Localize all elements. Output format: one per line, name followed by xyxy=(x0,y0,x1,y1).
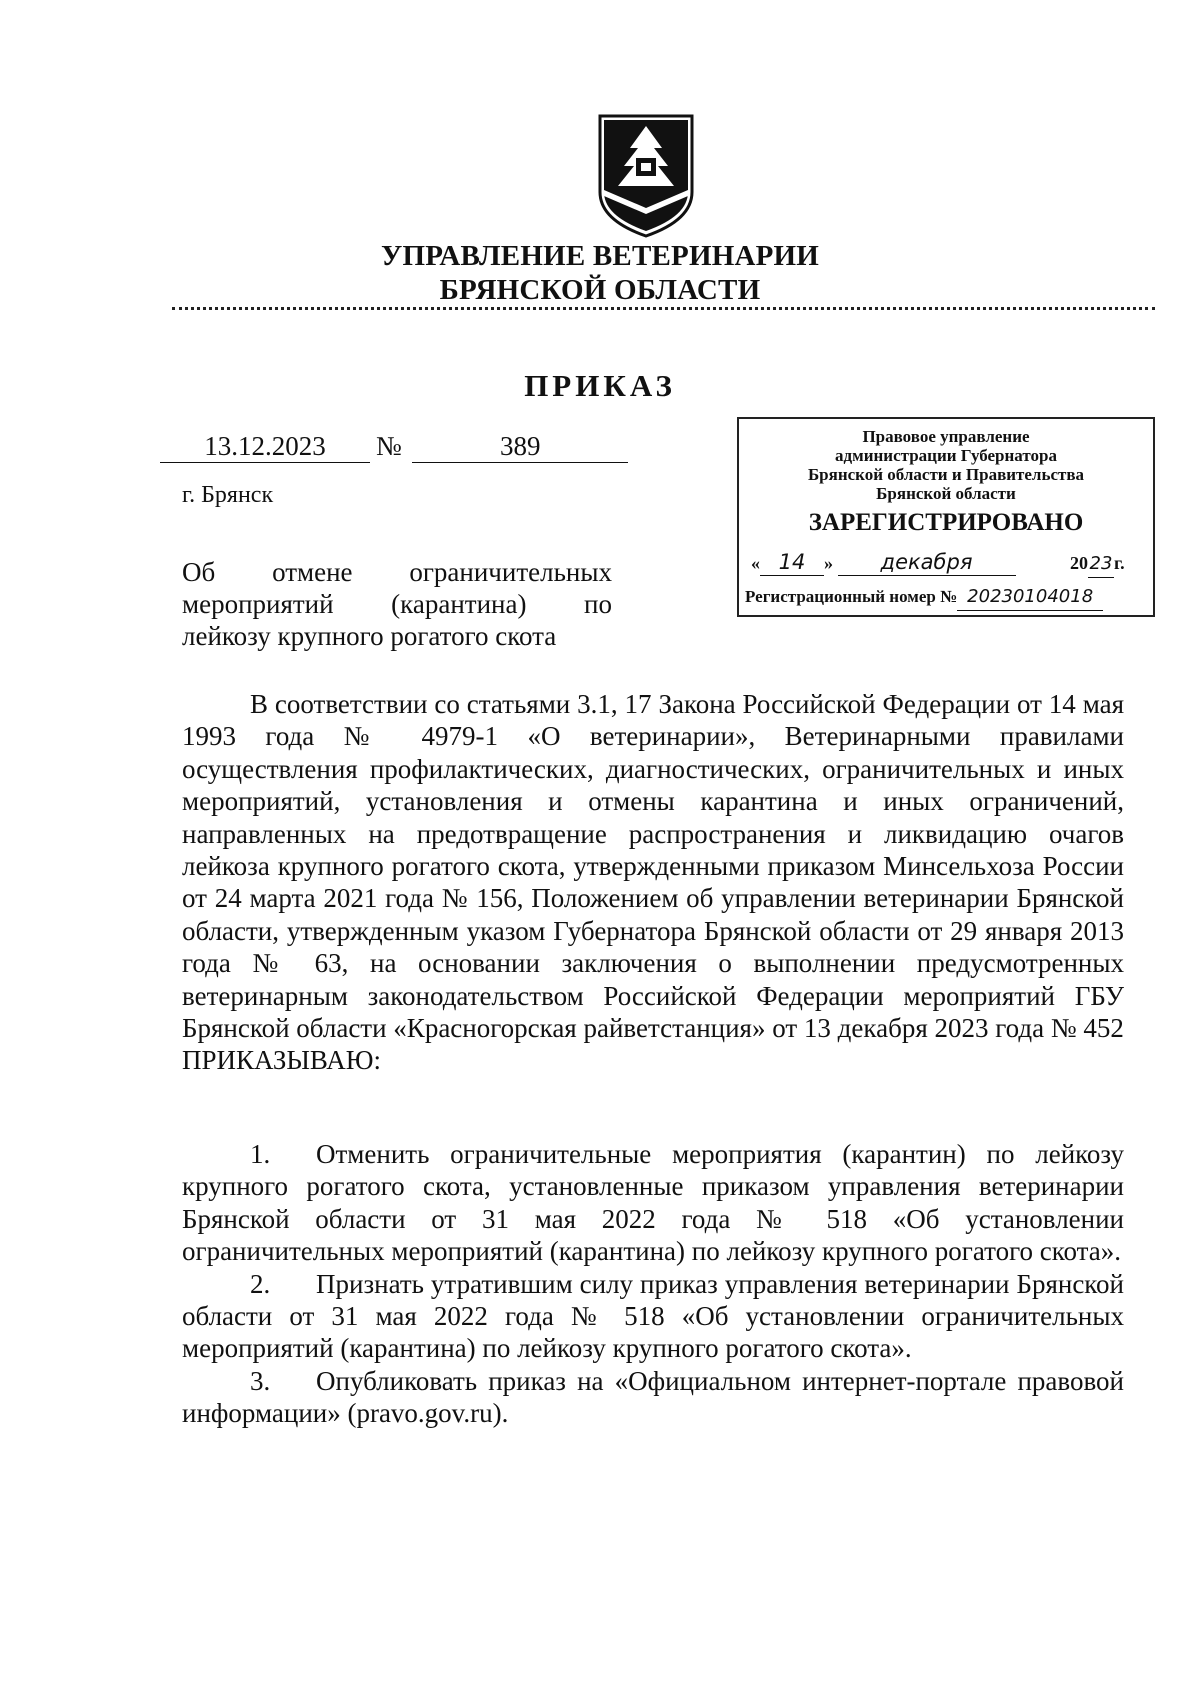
stamp-reg-number: 20230104018 xyxy=(957,584,1103,611)
stamp-date: « 14 » декабря 2023г. xyxy=(751,549,1147,578)
stamp-line: Брянской области xyxy=(876,484,1016,503)
document-city: г. Брянск xyxy=(182,482,274,508)
document-number: 389 xyxy=(500,431,541,461)
stamp-line: администрации Губернатора xyxy=(835,446,1057,465)
stamp-month: декабря xyxy=(838,549,1016,576)
stamp-year-unit: г. xyxy=(1114,553,1125,573)
number-sign: № xyxy=(376,431,402,461)
organization-name-line1: УПРАВЛЕНИЕ ВЕТЕРИНАРИИ xyxy=(380,240,820,272)
stamp-registered-label: ЗАРЕГИСТРИРОВАНО xyxy=(808,509,1084,536)
document-date: 13.12.2023 xyxy=(160,430,370,463)
stamp-registration-number xyxy=(745,584,1149,611)
order-item-number: 2. xyxy=(250,1268,271,1299)
stamp-reg-label: Регистрационный номер № xyxy=(745,587,958,606)
stamp-year-suffix: 23 xyxy=(1088,551,1114,578)
document-subject xyxy=(182,556,612,652)
order-word: ПРИКАЗЫВАЮ: xyxy=(182,1045,381,1076)
stamp-day: 14 xyxy=(760,549,824,576)
subject-line: лейкозу крупного рогатого скота xyxy=(182,621,557,651)
document-number-field xyxy=(412,430,628,463)
order-item xyxy=(182,1365,1124,1430)
order-item-text: Опубликовать приказ на «Официальном интернет-портале правовой информации» (pravo.gov.ru). xyxy=(182,1365,1124,1429)
header-dotted-divider xyxy=(172,307,1155,310)
document-body xyxy=(182,688,1124,1077)
document-title: ПРИКАЗ xyxy=(524,368,676,403)
order-item-number: 1. xyxy=(250,1139,271,1169)
preamble-paragraph: В соответствии со статьями 3.1, 17 Закона Российской Федерации от 14 мая 1993 года № 4979-1 «О ветеринарии», Ветеринарными правилами осуществления профилактических, диагностических, ограничительных и иных мероприятий, установления и отмены карантина и иных ограничений, направленных на предотвращение распространения и ликвидацию очагов лейкоза крупного рогатого скота, утвержденными приказом Минсельхоза России от 24 марта 2021 года № 156, Положением об управлении ветеринарии Брянской области, утвержденным указом Губернатора Брянской области от 29 января 2013 года № 63, на основании заключения о выполнении предусмотренных ветеринарным законодательством Российской Федерации мероприятий ГБУ Брянской области «Красногорская райветстанция» от 13 декабря 2023 года № 452 xyxy=(182,689,1124,1044)
order-item xyxy=(182,1138,1124,1268)
stamp-line: Правовое управление xyxy=(862,427,1030,446)
organization-name-line2: БРЯНСКОЙ ОБЛАСТИ xyxy=(439,274,761,306)
subject-line: мероприятий (карантина) по xyxy=(182,589,612,619)
registration-stamp xyxy=(737,417,1155,617)
subject-line: Об отмене ограничительных xyxy=(182,557,612,587)
order-item-text: Признать утратившим силу приказ управления ветеринарии Брянской области от 31 мая 2022 года № 518 «Об установлении ограничительных мероприятий (карантина) по лейкозу крупного рогатого скота». xyxy=(182,1268,1124,1364)
coat-of-arms-emblem xyxy=(596,112,696,240)
stamp-line: Брянской области и Правительства xyxy=(807,465,1085,484)
stamp-year-prefix: 20 xyxy=(1070,553,1088,573)
order-items xyxy=(182,1138,1124,1430)
order-item xyxy=(182,1268,1124,1365)
order-item-text: Отменить ограничительные мероприятия (карантин) по лейкозу крупного рогатого скота, установленные приказом управления ветеринарии Брянской области от 31 мая 2022 года № 518 «Об установлении ограничительных мероприятий (карантина) по лейкозу крупного рогатого скота». xyxy=(182,1139,1124,1267)
order-item-number: 3. xyxy=(250,1365,271,1396)
